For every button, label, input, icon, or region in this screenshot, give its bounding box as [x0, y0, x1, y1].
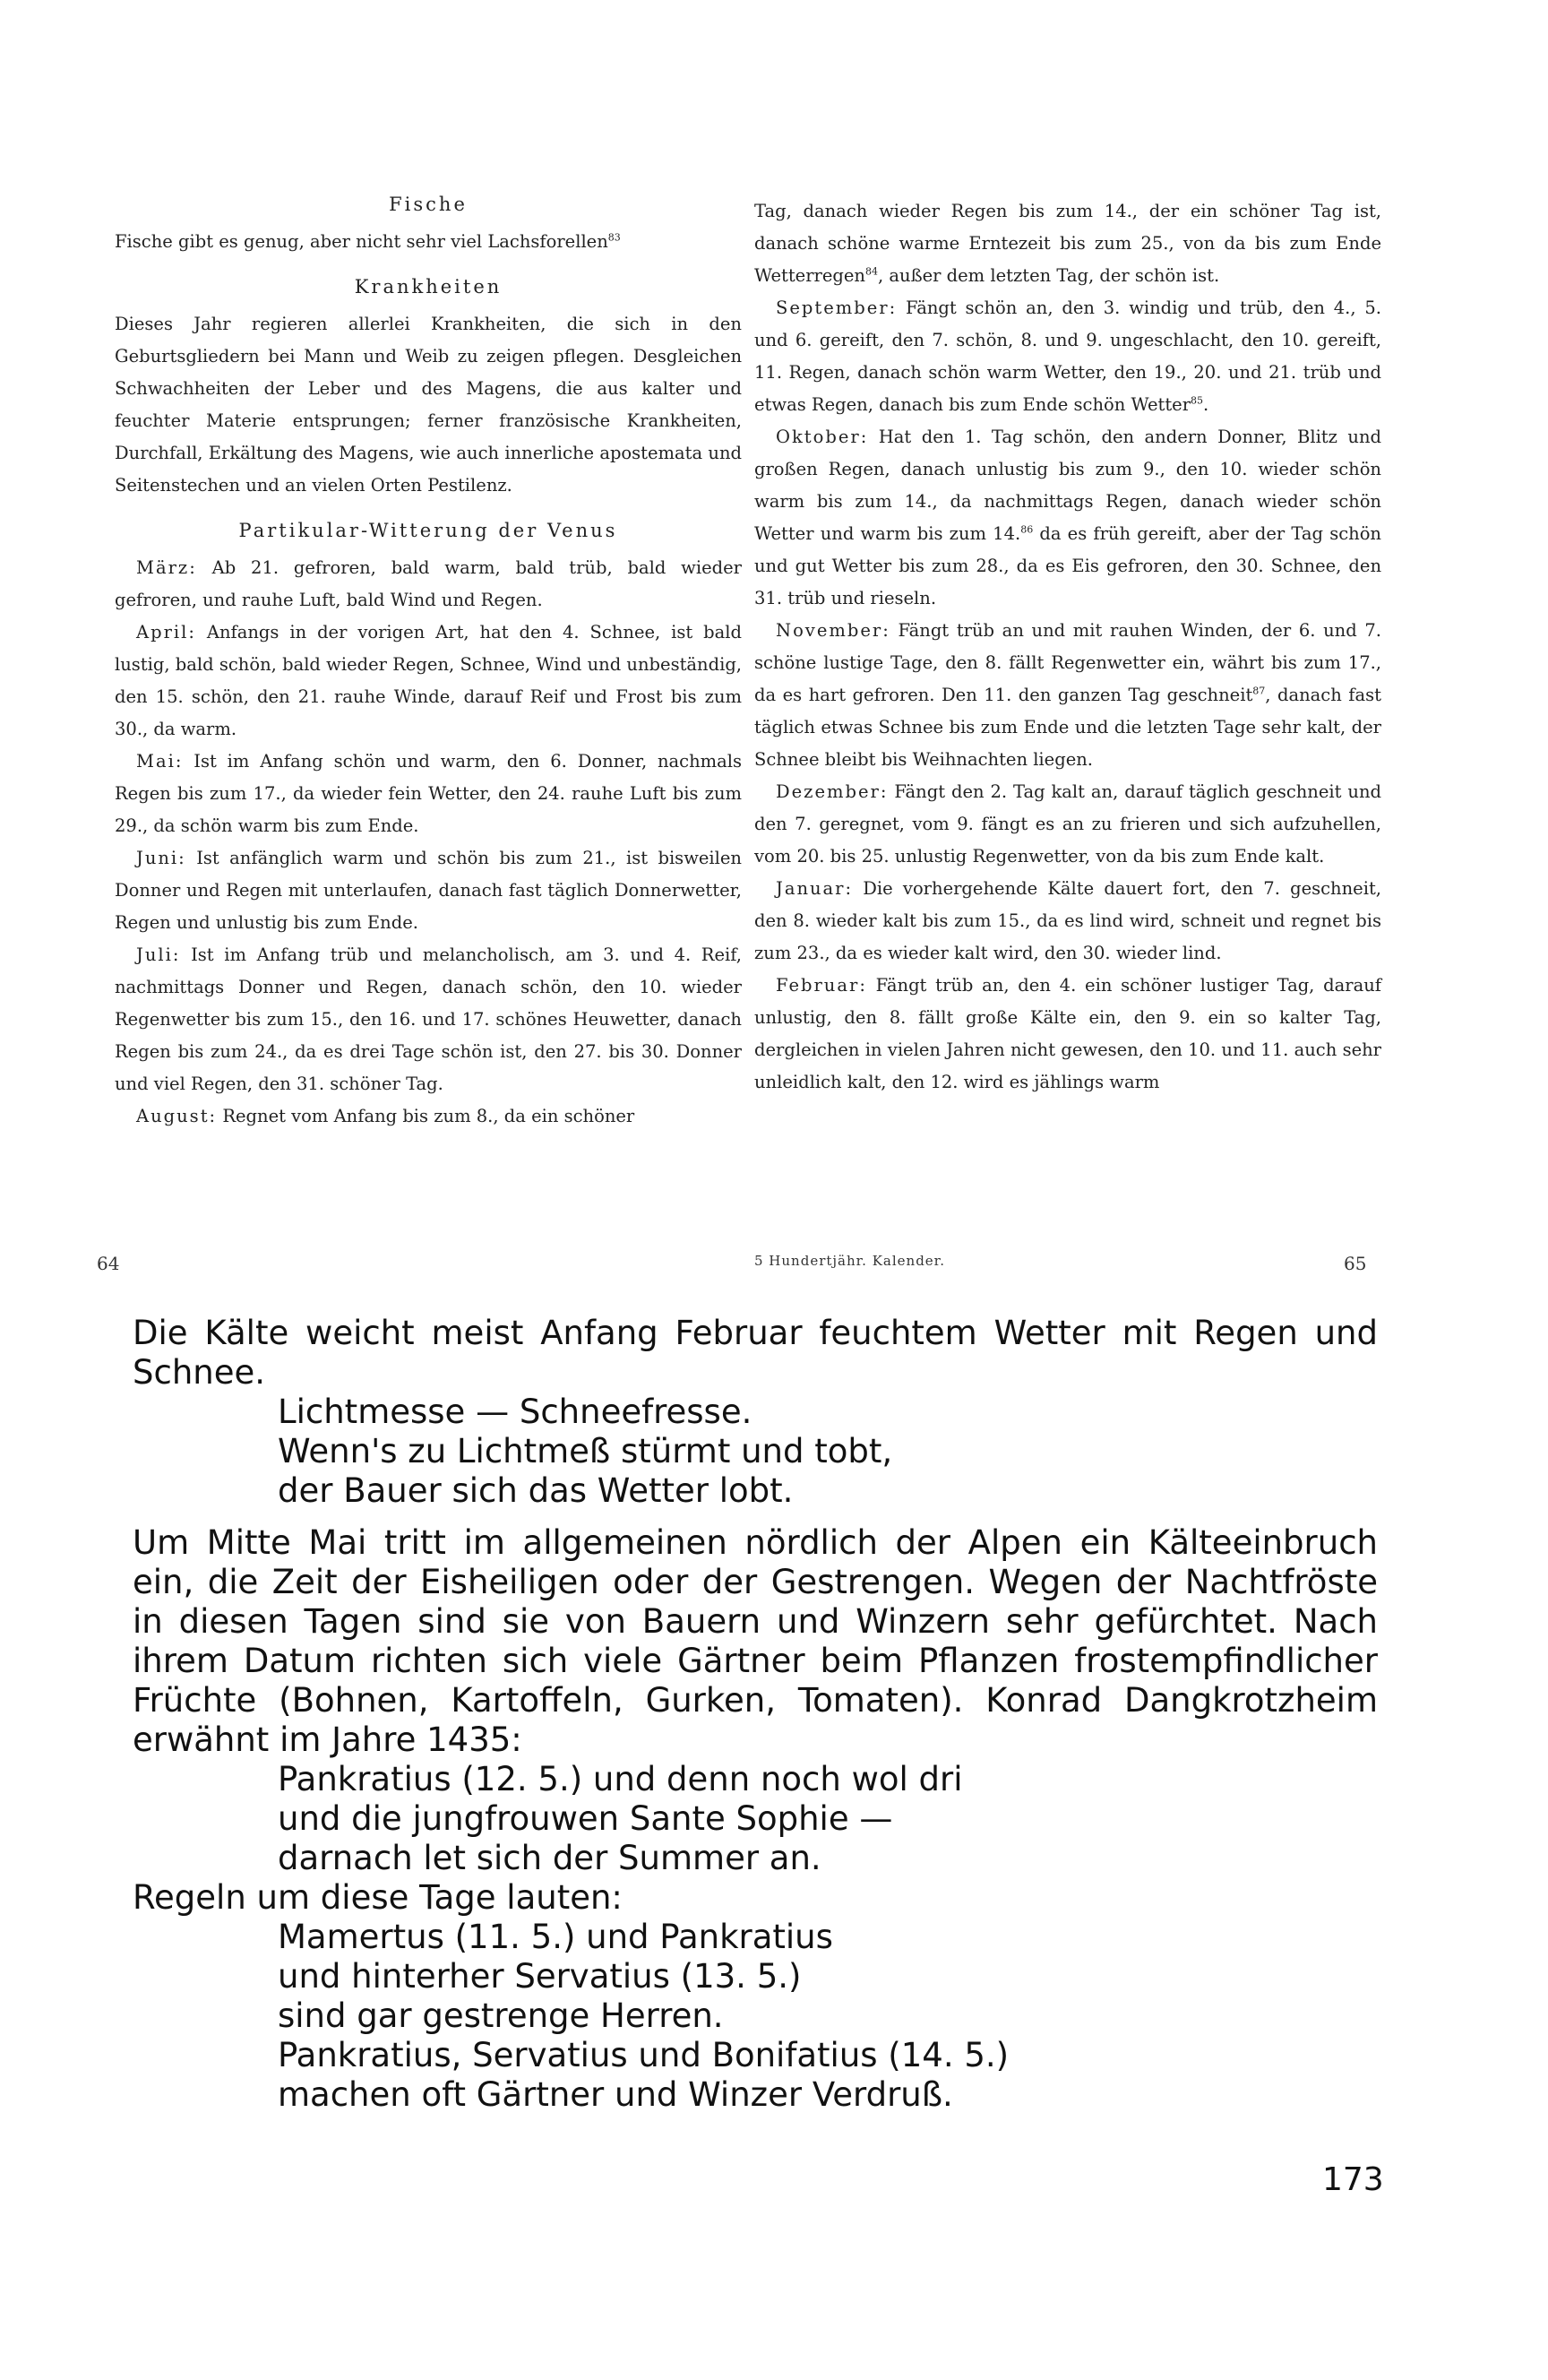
heading-fish: Fische [389, 194, 468, 215]
footnote-ref: 85 [1191, 394, 1204, 407]
month-entry: Februar: Fängt trüb an, den 4. ein schöner lustiger Tag, darauf unlustig, den 8. fällt große Kälte ein, den 9. ein so kalter Tag, dergleichen in vielen Jahren nicht gewesen, den 10. und 11. auch sehr unleidlich kalt, den 12. wird es jählings warm [754, 975, 1381, 1092]
verse-line: Mamertus (11. 5.) und Pankratius [278, 1918, 833, 1956]
month-entry: Dezember: Fängt den 2. Tag kalt an, darauf täglich geschneit und den 7. geregnet, vom 9. fängt es an zu frieren und sich aufzuhellen, vom 20. bis 25. unlustig Regenwetter, von da bis zum Ende kalt. [754, 781, 1381, 867]
verse-block [133, 1760, 1378, 1878]
verse-line: und hinterher Servatius (13. 5.) [278, 1957, 802, 1996]
fish-paragraph: Fische gibt es genug, aber nicht sehr viel Lachsforellen$^{83}$ [115, 231, 621, 252]
commentary-section [133, 1314, 1378, 2115]
commentary-paragraph: Um Mitte Mai tritt im allgemeinen nördlich der Alpen ein Kälteeinbruch ein, die Zeit der Eisheiligen oder der Gestrengen. Wegen der Nachtfröste in diesen Tagen sind sie von Bauern und Winzern sehr gefürchtet. Nach ihrem Datum richten sich viele Gärtner beim Pflanzen frostempfindlicher Früchte (Bohnen, Kartoffeln, Gurken, Tomaten). Konrad Dangkrotzheim erwähnt im Jahre 1435: [133, 1523, 1378, 1759]
month-entry: November: Fängt trüb an und mit rauhen Winden, der 6. und 7. schöne lustige Tage, den 8. fällt Regenwetter ein, währt bis zum 17., da es hart gefroren. Den 11. den ganzen Tag geschneit$^{87}$, danach fast täglich etwas Schnee bis zum Ende und die letzten Tage sehr kalt, der Schnee bleibt bis Weihnachten liegen. [754, 620, 1381, 770]
verse-line: machen oft Gärtner und Winzer Verdruß. [278, 2075, 953, 2114]
month-entry: Oktober: Hat den 1. Tag schön, den andern Donner, Blitz und großen Regen, danach unlustig bis zum 9., den 10. wieder schön warm bis zum 14., da nachmittags Regen, danach wieder schön Wetter und warm bis zum 14.86 da es früh gereift, aber der Tag schön und gut Wetter bis zum 28., da es Eis gefroren, den 30. Schnee, den 31. trüb und rieseln. [754, 427, 1382, 608]
facsimile-signature: 5 Hundertjähr. Kalender. [754, 1253, 945, 1269]
verse-line: Wenn's zu Lichtmeß stürmt und tobt, [278, 1432, 893, 1470]
heading-illness: Krankheiten [354, 276, 503, 298]
verse-line: und die jungfrouwen Sante Sophie — [278, 1799, 893, 1838]
commentary-paragraph: Regeln um diese Tage lauten: [133, 1878, 623, 1917]
verse-line: Pankratius, Servatius und Bonifatius (14. 5.) [278, 2036, 1010, 2074]
month-entry: Juni: Ist anfänglich warm und schön bis zum 21., ist bisweilen Donner und Regen mit unterlaufen, danach fast täglich Donnerwetter, Regen und unlustig bis zum Ende. [115, 848, 742, 933]
month-entry: Januar: Die vorhergehende Kälte dauert fort, den 7. geschneit, den 8. wieder kalt bis zum 15., da es lind wird, schneit und regnet bis zum 23., da es wieder kalt wird, den 30. wieder lind. [754, 878, 1381, 963]
verse-line: Lichtmesse — Schneefresse. [278, 1393, 752, 1431]
footnote-ref: 87 [1252, 685, 1266, 697]
month-entry: August: Regnet vom Anfang bis zum 8., da ein schöner [136, 1106, 635, 1126]
verse-block [133, 1393, 1378, 1511]
page-number: 173 [1322, 2161, 1384, 2198]
verse-line: darnach let sich der Summer an. [278, 1839, 821, 1877]
month-entry: März: Ab 21. gefroren, bald warm, bald trüb, bald wieder gefroren, und rauhe Luft, bald Wind und Regen. [115, 557, 742, 610]
month-entry: Mai: Ist im Anfang schön und warm, den 6. Donner, nachmals Regen bis zum 17., da wieder fein Wetter, den 24. rauhe Luft bis zum 29., da schön warm bis zum Ende. [115, 751, 743, 836]
verse-line: sind gar gestrenge Herren. [278, 1996, 724, 2035]
commentary-paragraph: Die Kälte weicht meist Anfang Februar feuchtem Wetter mit Regen und Schnee. [133, 1314, 1378, 1392]
heading-weather: Partikular-Witterung der Venus [238, 520, 618, 541]
facsimile-left-column [115, 188, 742, 1133]
illness-paragraph: Dieses Jahr regieren allerlei Krankheiten, die sich in den Geburtsgliedern bei Mann und Weib zu zeigen pflegen. Desgleichen Schwachheiten der Leber und des Magens, die aus kalter und feuchter Materie entsprungen; ferner französische Krankheiten, Durchfall, Erkältung des Magens, wie auch innerliche apostemata und Seitenstechen und an vielen Orten Pestilenz. [115, 314, 742, 496]
facsimile-page-number-left: 64 [97, 1253, 120, 1274]
month-entry: September: Fängt schön an, den 3. windig und trüb, den 4., 5. und 6. gereift, den 7. schön, 8. und 9. ungeschlacht, den 10. gereift, 11. Regen, danach schön warm Wetter, den 19., 20. und 21. trüb und etwas Regen, danach bis zum Ende schön Wetter$^{85}$. [754, 298, 1381, 415]
verse-line: Pankratius (12. 5.) und denn noch wol dri [278, 1760, 963, 1798]
august-continuation: Tag, danach wieder Regen bis zum 14., der ein schöner Tag ist, danach schöne warme Erntezeit bis zum 25., von da bis zum Ende Wetterregen$^{84}$, außer dem letzten Tag, der schön ist. [754, 201, 1381, 286]
month-entry: April: Anfangs in der vorigen Art, hat den 4. Schnee, ist bald lustig, bald schön, bald wieder Regen, Schnee, Wind und unbeständig, den 15. schön, den 21. rauhe Winde, darauf Reif und Frost bis zum 30., da warm. [115, 622, 742, 739]
verse-line: der Bauer sich das Wetter lobt. [278, 1471, 794, 1510]
facsimile-right-column [754, 195, 1381, 1099]
month-entry: Juli: Ist im Anfang trüb und melancholisch, am 3. und 4. Reif, nachmittags Donner und Regen, danach schön, den 10. wieder Regenwetter bis zum 15., den 16. und 17. schönes Heuwetter, danach Regen bis zum 24., da es drei Tage schön ist, den 27. bis 30. Donner und viel Regen, den 31. schöner Tag. [115, 944, 742, 1094]
footnote-ref: 84 [864, 265, 878, 278]
footnote-ref: 86 [1020, 523, 1034, 536]
verse-block [133, 1918, 1378, 2115]
facsimile-page-number-right: 65 [1344, 1253, 1367, 1274]
footnote-ref: 83 [607, 231, 621, 244]
